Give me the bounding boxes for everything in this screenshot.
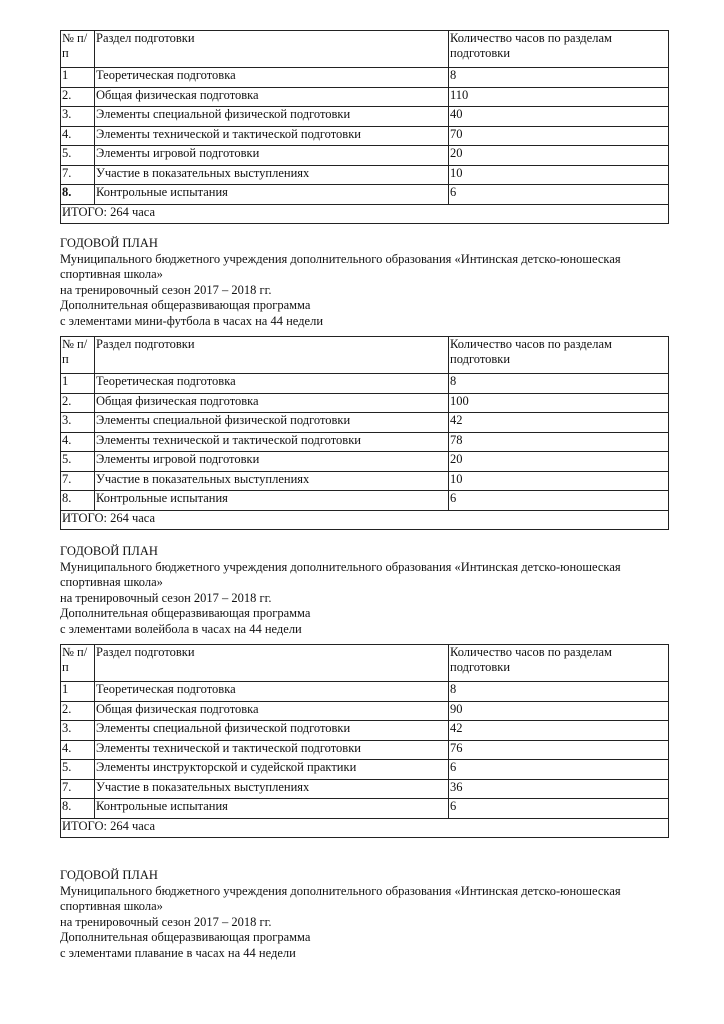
- row-num: 1: [61, 374, 95, 394]
- table-total-row: [61, 204, 669, 224]
- row-section: Элементы игровой подготовки: [95, 452, 449, 472]
- row-hours: 10: [449, 471, 669, 491]
- row-hours: 76: [449, 740, 669, 760]
- subject-line: с элементами мини-футбола в часах на 44 недели: [60, 313, 324, 328]
- table-row: [61, 779, 669, 799]
- table-row: [61, 701, 669, 721]
- plan-caption-3: [60, 868, 680, 962]
- institution-line: спортивная школа»: [60, 575, 163, 590]
- row-hours: 40: [449, 107, 669, 127]
- table-row: [61, 471, 669, 491]
- row-num: 4.: [61, 126, 95, 146]
- row-hours: 6: [449, 760, 669, 780]
- row-num: 2.: [61, 393, 95, 413]
- header-section: Раздел подготовки: [95, 645, 449, 682]
- row-section: Контрольные испытания: [95, 799, 449, 819]
- row-hours: 36: [449, 779, 669, 799]
- row-section: Элементы технической и тактической подготовки: [95, 432, 449, 452]
- subject-line: с элементами плавание в часах на 44 недели: [60, 945, 296, 960]
- plan-caption-2: [60, 544, 680, 638]
- row-section: Контрольные испытания: [95, 491, 449, 511]
- header-section: Раздел подготовки: [95, 31, 449, 68]
- table-row: [61, 413, 669, 433]
- table-row: [61, 452, 669, 472]
- table-row: [61, 165, 669, 185]
- row-section: Контрольные испытания: [95, 185, 449, 205]
- plan-table-3: [60, 644, 669, 838]
- table-row: [61, 760, 669, 780]
- subject-line: с элементами волейбола в часах на 44 недели: [60, 621, 302, 636]
- program-line: Дополнительная общеразвивающая программа: [60, 298, 311, 313]
- row-hours: 90: [449, 701, 669, 721]
- plan-table-1: [60, 30, 669, 224]
- plan-table-2: [60, 336, 669, 530]
- row-hours: 78: [449, 432, 669, 452]
- row-section: Элементы технической и тактической подготовки: [95, 740, 449, 760]
- row-hours: 42: [449, 413, 669, 433]
- row-num: 1: [61, 682, 95, 702]
- row-num: 3.: [61, 107, 95, 127]
- row-num: 5.: [61, 452, 95, 472]
- row-section: Общая физическая подготовка: [95, 87, 449, 107]
- row-num: 7.: [61, 779, 95, 799]
- row-num: 8.: [61, 185, 95, 205]
- row-section: Элементы специальной физической подготовки: [95, 413, 449, 433]
- table-total-row: [61, 510, 669, 530]
- table-row: [61, 107, 669, 127]
- header-hours: Количество часов по разделам подготовки: [449, 31, 669, 68]
- institution-line: Муниципального бюджетного учреждения дополнительного образования «Интинская детско-юношеская: [60, 883, 621, 898]
- row-num: 4.: [61, 432, 95, 452]
- season-line: на тренировочный сезон 2017 – 2018 гг.: [60, 282, 272, 297]
- row-num: 4.: [61, 740, 95, 760]
- row-num: 7.: [61, 165, 95, 185]
- row-hours: 6: [449, 185, 669, 205]
- header-num: № п/п: [61, 645, 95, 682]
- table-total: ИТОГО: 264 часа: [61, 510, 669, 530]
- header-hours: Количество часов по разделам подготовки: [449, 645, 669, 682]
- table-row: [61, 185, 669, 205]
- table-row: [61, 146, 669, 166]
- table-row: [61, 682, 669, 702]
- table-row: [61, 87, 669, 107]
- plan-title: ГОДОВОЙ ПЛАН: [60, 544, 158, 558]
- row-num: 2.: [61, 701, 95, 721]
- row-num: 2.: [61, 87, 95, 107]
- row-section: Теоретическая подготовка: [95, 68, 449, 88]
- row-hours: 70: [449, 126, 669, 146]
- row-hours: 8: [449, 682, 669, 702]
- program-line: Дополнительная общеразвивающая программа: [60, 930, 311, 945]
- season-line: на тренировочный сезон 2017 – 2018 гг.: [60, 914, 272, 929]
- table-total: ИТОГО: 264 часа: [61, 818, 669, 838]
- row-section: Элементы игровой подготовки: [95, 146, 449, 166]
- row-section: Элементы специальной физической подготовки: [95, 721, 449, 741]
- row-hours: 20: [449, 452, 669, 472]
- row-num: 1: [61, 68, 95, 88]
- table-row: [61, 126, 669, 146]
- row-hours: 100: [449, 393, 669, 413]
- institution-line: спортивная школа»: [60, 267, 163, 282]
- row-hours: 6: [449, 799, 669, 819]
- row-num: 3.: [61, 413, 95, 433]
- row-num: 3.: [61, 721, 95, 741]
- row-section: Участие в показательных выступлениях: [95, 471, 449, 491]
- row-section: Элементы технической и тактической подготовки: [95, 126, 449, 146]
- row-section: Элементы инструкторской и судейской практики: [95, 760, 449, 780]
- row-hours: 42: [449, 721, 669, 741]
- plan-title: ГОДОВОЙ ПЛАН: [60, 868, 158, 882]
- institution-line: спортивная школа»: [60, 899, 163, 914]
- row-hours: 8: [449, 374, 669, 394]
- plan-title: ГОДОВОЙ ПЛАН: [60, 236, 158, 250]
- table-header-row: [61, 337, 669, 374]
- row-section: Общая физическая подготовка: [95, 701, 449, 721]
- program-line: Дополнительная общеразвивающая программа: [60, 606, 311, 621]
- table-header-row: [61, 645, 669, 682]
- row-num: 5.: [61, 146, 95, 166]
- row-section: Элементы специальной физической подготовки: [95, 107, 449, 127]
- row-hours: 8: [449, 68, 669, 88]
- row-section: Участие в показательных выступлениях: [95, 779, 449, 799]
- row-section: Теоретическая подготовка: [95, 374, 449, 394]
- table-row: [61, 799, 669, 819]
- header-num: № п/п: [61, 31, 95, 68]
- table-row: [61, 721, 669, 741]
- row-hours: 110: [449, 87, 669, 107]
- table-row: [61, 68, 669, 88]
- row-num: 8.: [61, 799, 95, 819]
- row-hours: 20: [449, 146, 669, 166]
- row-hours: 6: [449, 491, 669, 511]
- plan-caption-1: [60, 236, 680, 330]
- institution-line: Муниципального бюджетного учреждения дополнительного образования «Интинская детско-юношеская: [60, 559, 621, 574]
- row-section: Участие в показательных выступлениях: [95, 165, 449, 185]
- table-row: [61, 393, 669, 413]
- header-num: № п/п: [61, 337, 95, 374]
- season-line: на тренировочный сезон 2017 – 2018 гг.: [60, 590, 272, 605]
- row-hours: 10: [449, 165, 669, 185]
- row-num: 5.: [61, 760, 95, 780]
- table-total: ИТОГО: 264 часа: [61, 204, 669, 224]
- table-row: [61, 432, 669, 452]
- row-num: 7.: [61, 471, 95, 491]
- table-header-row: [61, 31, 669, 68]
- table-row: [61, 374, 669, 394]
- row-section: Теоретическая подготовка: [95, 682, 449, 702]
- table-row: [61, 491, 669, 511]
- header-hours: Количество часов по разделам подготовки: [449, 337, 669, 374]
- row-section: Общая физическая подготовка: [95, 393, 449, 413]
- row-num: 8.: [61, 491, 95, 511]
- header-section: Раздел подготовки: [95, 337, 449, 374]
- table-row: [61, 740, 669, 760]
- institution-line: Муниципального бюджетного учреждения дополнительного образования «Интинская детско-юношеская: [60, 251, 621, 266]
- table-total-row: [61, 818, 669, 838]
